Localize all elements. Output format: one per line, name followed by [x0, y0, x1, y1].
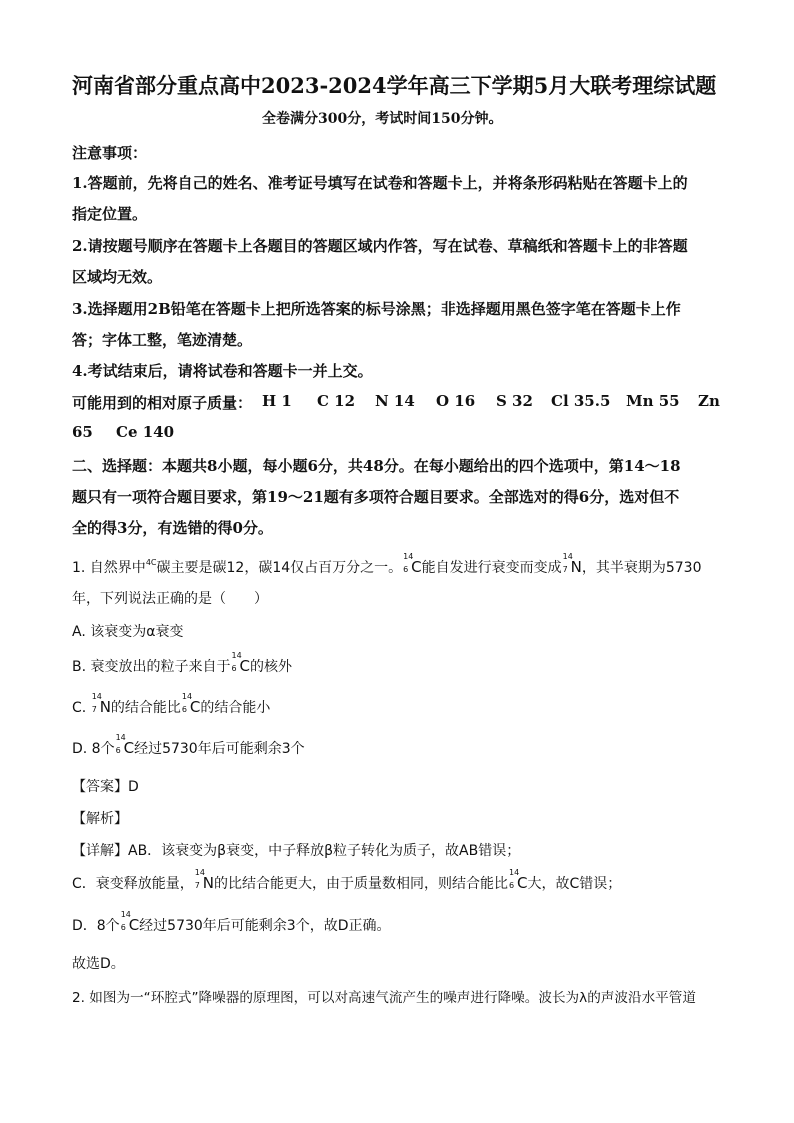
q1-detail-2: C．衰变释放能量， 14 7 N的比结合能更大，由于质量数相同，则结合能比 14 6 C大，故C错误；: [72, 868, 622, 892]
atomic-mass-item: 65: [72, 423, 93, 441]
q1-detail-1: 【详解】AB．该衰变为β衰变，中子释放β粒子转化为质子，故AB错误；: [72, 843, 521, 859]
section-heading: 全的得3分，有选错的得0分。: [72, 519, 273, 537]
nuclide-c14: 14 6 C: [181, 692, 201, 716]
notes-heading: 注意事项：: [72, 144, 148, 162]
question-2-stem: 2. 如图为一“环腔式”降噪器的原理图，可以对高速气流产生的噪声进行降噪。波长为λ的声波沿水平管道: [72, 990, 696, 1006]
nuclide-c14: 14 6 C: [403, 552, 422, 576]
note-line: 4.考试结束后，请将试卷和答题卡一并上交。: [72, 362, 373, 380]
q1-detail-3: D．8个 14 6 C经过5730年后可能剩余3个，故D正确。: [72, 910, 391, 934]
atomic-mass-item: C 12: [317, 392, 356, 410]
nuclide-n14: 14 7 N: [562, 552, 582, 576]
q1-text: 能自发进行衰变而变成: [421, 560, 562, 576]
q1-option-b: B. 衰变放出的粒子来自于 14 6 C的核外: [72, 651, 292, 675]
atomic-mass-item: Ce 140: [116, 423, 175, 441]
note-line: 答；字体工整，笔迹清楚。: [72, 331, 253, 349]
atomic-mass-item: Cl 35.5: [551, 392, 611, 410]
atomic-mass-item: Mn 55: [626, 392, 680, 410]
q1-text: ，其半衰期为5730: [581, 560, 702, 576]
note-line: 1.答题前，先将自己的姓名、准考证号填写在试卷和答题卡上，并将条形码粘贴在答题卡上的: [72, 174, 688, 192]
nuclide-c14: 14 6 C: [120, 910, 140, 934]
atomic-mass-item: S 32: [496, 392, 533, 410]
q1-option-a: A. 该衰变为α衰变: [72, 624, 184, 640]
q1-answer: 【答案】D: [72, 779, 139, 795]
page-subtitle: 全卷满分300分，考试时间150分钟。: [262, 111, 503, 127]
q1-option-c: C. 14 7 N的结合能比 14 6 C的结合能小: [72, 692, 271, 716]
section-heading: 二、选择题：本题共8小题，每小题6分，共48分。在每小题给出的四个选项中，第14～18: [72, 457, 681, 475]
note-line: 区域均无效。: [72, 268, 163, 286]
q1-analysis-label: 【解析】: [72, 811, 128, 827]
c14-small-mark: 4C: [145, 558, 157, 567]
atomic-mass-item: Zn: [698, 392, 720, 410]
page-title: 河南省部分重点高中2023-2024学年高三下学期5月大联考理综试题: [72, 73, 717, 98]
note-line: 3.选择题用2B铅笔在答题卡上把所选答案的标号涂黑；非选择题用黑色签字笔在答题卡上作: [72, 300, 681, 318]
q1-conclusion: 故选D。: [72, 956, 125, 972]
atomic-mass-label: 可能用到的相对原子质量：: [72, 394, 253, 412]
note-line: 指定位置。: [72, 205, 148, 223]
atomic-mass-item: O 16: [436, 392, 476, 410]
note-line: 2.请按题号顺序在答题卡上各题目的答题区域内作答，写在试卷、草稿纸和答题卡上的非答题: [72, 237, 688, 255]
q1-text: 碳主要是碳12，碳14仅占百万分之一。: [156, 560, 403, 576]
nuclide-c14: 14 6 C: [231, 651, 250, 675]
atomic-mass-item: N 14: [375, 392, 415, 410]
nuclide-n14: 14 7 N: [194, 868, 215, 892]
question-1-stem-line2: 年，下列说法正确的是（ ）: [72, 591, 268, 607]
q1-text: 1. 自然界中: [72, 560, 146, 576]
nuclide-c14: 14 6 C: [115, 733, 135, 757]
nuclide-n14: 14 7 N: [91, 692, 111, 716]
section-heading: 题只有一项符合题目要求，第19～21题有多项符合题目要求。全部选对的得6分，选对但不: [72, 488, 680, 506]
q1-option-d: D. 8个 14 6 C经过5730年后可能剩余3个: [72, 733, 305, 757]
atomic-mass-item: H 1: [262, 392, 292, 410]
question-1-stem: [72, 552, 702, 577]
nuclide-c14: 14 6 C: [509, 868, 528, 892]
